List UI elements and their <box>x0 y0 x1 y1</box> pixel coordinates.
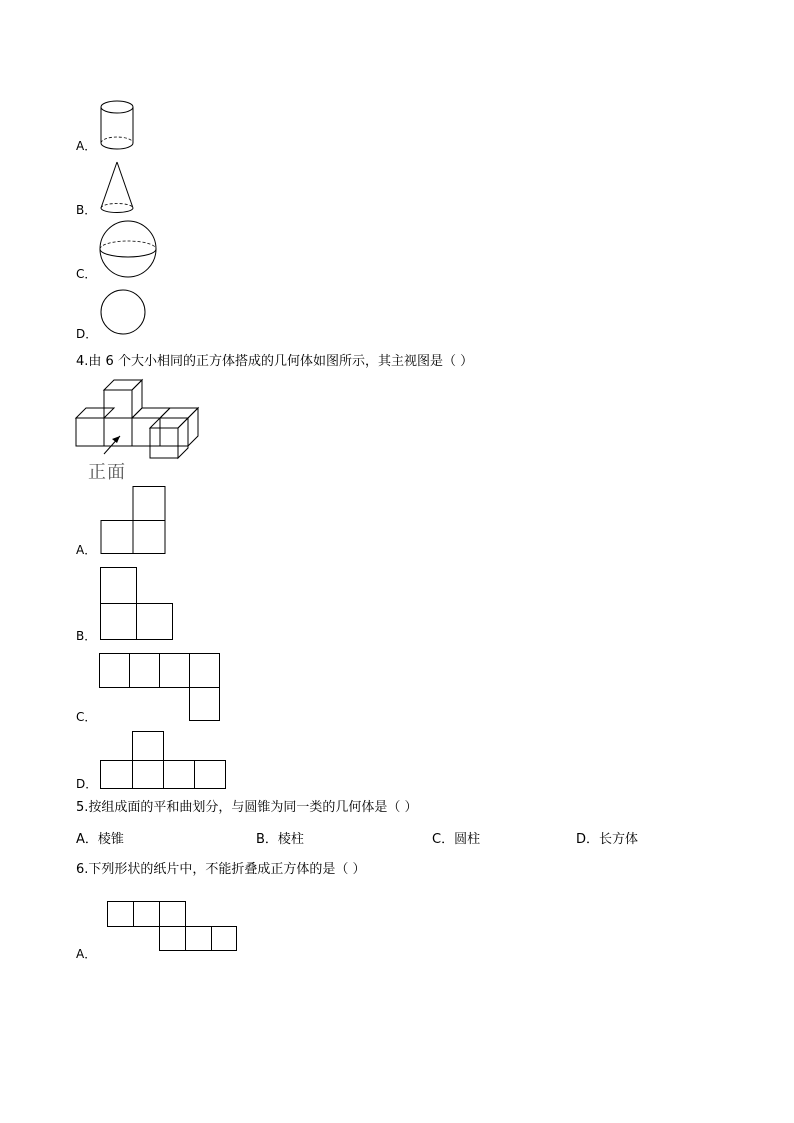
q3-option-b-letter: B． <box>76 203 97 217</box>
q4-option-d-view <box>100 731 230 791</box>
q4-front-label: 正面 <box>88 462 126 483</box>
sphere-icon <box>100 220 160 280</box>
cone-icon <box>98 160 138 216</box>
q5-option-b[interactable]: B．棱柱 <box>256 832 304 847</box>
q4-option-b-view <box>100 567 176 643</box>
q5-option-a[interactable]: A．棱锥 <box>76 832 124 847</box>
q5-question-text: 5.按组成面的平和曲划分，与圆锥为同一类的几何体是（ ） <box>76 800 418 815</box>
q3-option-d-letter: D． <box>76 327 98 341</box>
circle-icon <box>100 289 148 337</box>
q6-option-a-net <box>107 901 241 955</box>
q4-option-a-view <box>100 486 170 558</box>
cylinder-icon <box>100 100 140 152</box>
q6-question-text: 6.下列形状的纸片中，不能折叠成正方体的是（ ） <box>76 862 366 877</box>
q3-option-c-letter: C． <box>76 267 97 281</box>
q4-cube-figure <box>76 378 206 463</box>
q4-question-text: 4.由 6 个大小相同的正方体搭成的几何体如图所示，其主视图是（ ） <box>76 354 474 369</box>
q5-option-d[interactable]: D．长方体 <box>576 832 639 847</box>
q4-option-a-letter: A． <box>76 543 97 557</box>
q4-option-c-view <box>99 653 223 723</box>
q6-option-a-letter: A． <box>76 947 97 961</box>
q5-option-c[interactable]: C．圆柱 <box>432 832 481 847</box>
q3-option-a-letter: A． <box>76 139 97 153</box>
q4-option-b-letter: B． <box>76 629 97 643</box>
q4-option-c-letter: C． <box>76 710 97 724</box>
q4-option-d-letter: D． <box>76 777 98 791</box>
